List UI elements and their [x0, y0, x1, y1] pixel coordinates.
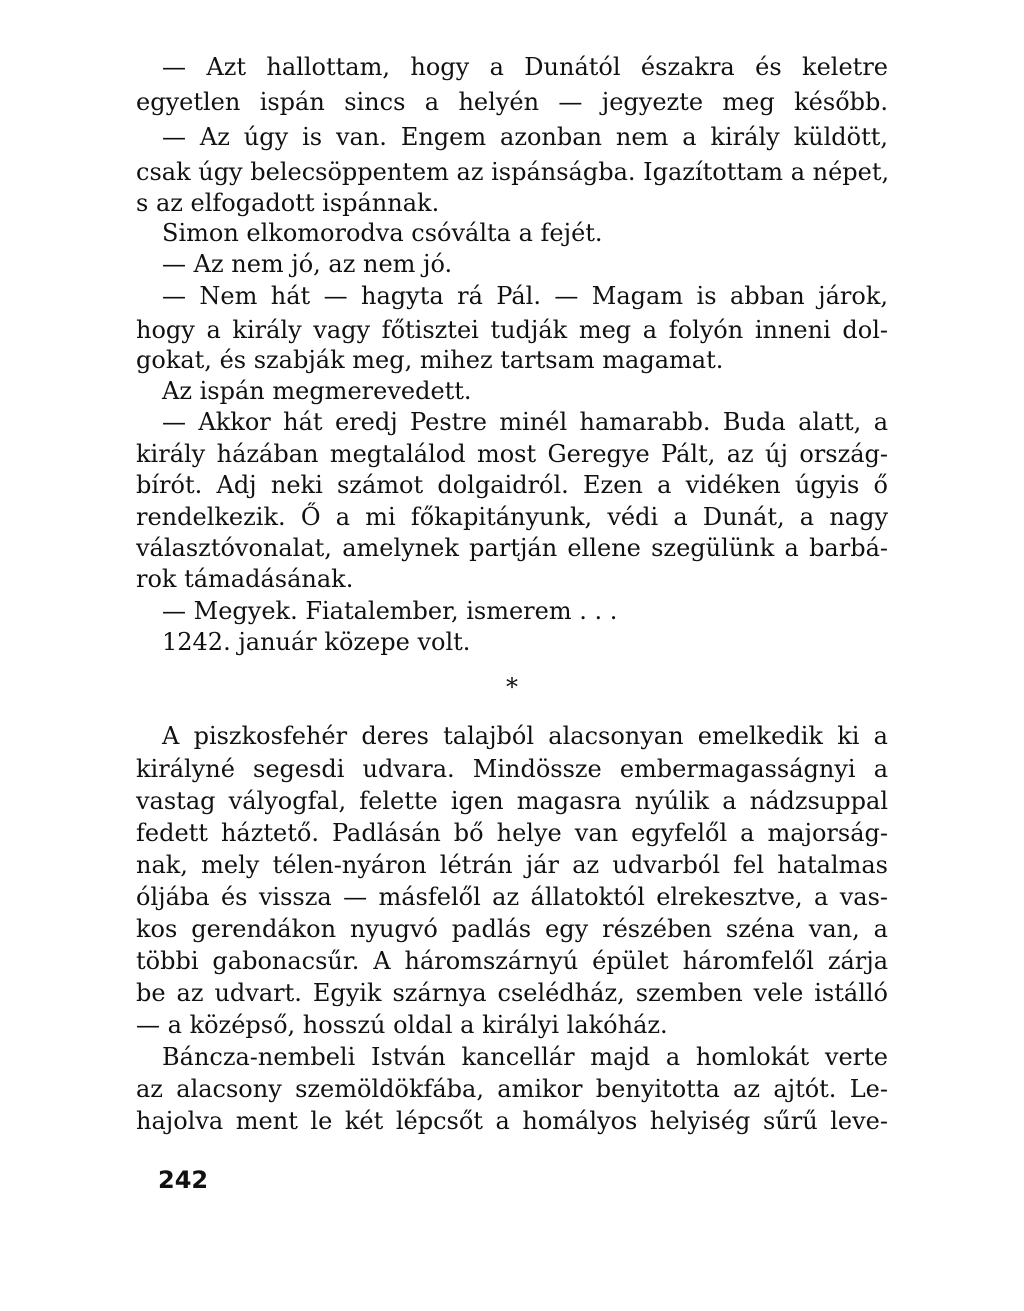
- text-line: király házában megtalálod most Geregye Pált, az új ország-: [136, 440, 888, 468]
- text-line: óljába és vissza — másfelől az állatoktól elrekesztve, a vas-: [136, 883, 888, 911]
- text-line: vastag vályogfal, felette igen magasra nyúlik a nádzsuppal: [136, 787, 888, 815]
- text-line: Báncza-nembeli István kancellár majd a homlokát verte: [162, 1043, 888, 1071]
- text-line: — Megyek. Fiatalember, ismerem . . .: [162, 597, 618, 625]
- text-line: többi gabonacsűr. A háromszárnyú épület háromfelől zárja: [136, 947, 888, 975]
- page-number: 242: [158, 1166, 209, 1194]
- text-line: királyné segesdi udvara. Mindössze embermagasságnyi a: [136, 755, 888, 783]
- text-line: egyetlen ispán sincs a helyén — jegyezte meg később.: [136, 88, 888, 116]
- text-line: választóvonalat, amelynek partján ellene szegülünk a barbá-: [136, 534, 888, 562]
- text-line: — a középső, hosszú oldal a királyi lakóház.: [136, 1011, 668, 1039]
- text-line: s az elfogadott ispánnak.: [136, 189, 440, 217]
- text-line: gokat, és szabják meg, mihez tartsam magamat.: [136, 346, 724, 374]
- text-line: — Akkor hát eredj Pestre minél hamarabb. Buda alatt, a: [162, 408, 888, 436]
- text-line: nak, mely télen-nyáron létrán jár az udvarból fel hatalmas: [136, 851, 888, 879]
- section-separator: *: [506, 673, 518, 701]
- text-line: hajolva ment le két lépcsőt a homályos helyiség sűrű leve-: [136, 1107, 888, 1135]
- text-line: rok támadásának.: [136, 565, 354, 593]
- text-line: — Nem hát — hagyta rá Pál. — Magam is abban járok,: [162, 282, 888, 310]
- text-line: Simon elkomorodva csóválta a fejét.: [162, 219, 603, 247]
- text-line: A piszkosfehér deres talajból alacsonyan emelkedik ki a: [162, 722, 888, 750]
- text-line: — Az nem jó, az nem jó.: [162, 250, 453, 278]
- text-line: hogy a király vagy főtisztei tudják meg a folyón inneni dol-: [136, 316, 888, 344]
- text-line: — Azt hallottam, hogy a Dunától északra és keletre: [162, 53, 888, 81]
- text-line: — Az úgy is van. Engem azonban nem a király küldött,: [162, 123, 888, 151]
- text-line: be az udvart. Egyik szárnya cselédház, szemben vele istálló: [136, 979, 888, 1007]
- text-line: fedett háztető. Padlásán bő helye van egyfelől a majorság-: [136, 819, 888, 847]
- text-line: rendelkezik. Ő a mi főkapitányunk, védi a Dunát, a nagy: [136, 503, 888, 531]
- text-line: bírót. Adj neki számot dolgaidról. Ezen a vidéken úgyis ő: [136, 471, 888, 499]
- text-line: csak úgy belecsöppentem az ispánságba. Igazítottam a népet,: [136, 158, 890, 186]
- text-line: Az ispán megmerevedett.: [162, 377, 472, 405]
- text-line: 1242. január közepe volt.: [162, 628, 471, 656]
- text-line: az alacsony szemöldökfába, amikor benyitotta az ajtót. Le-: [136, 1075, 888, 1103]
- text-line: kos gerendákon nyugvó padlás egy részében széna van, a: [136, 915, 888, 943]
